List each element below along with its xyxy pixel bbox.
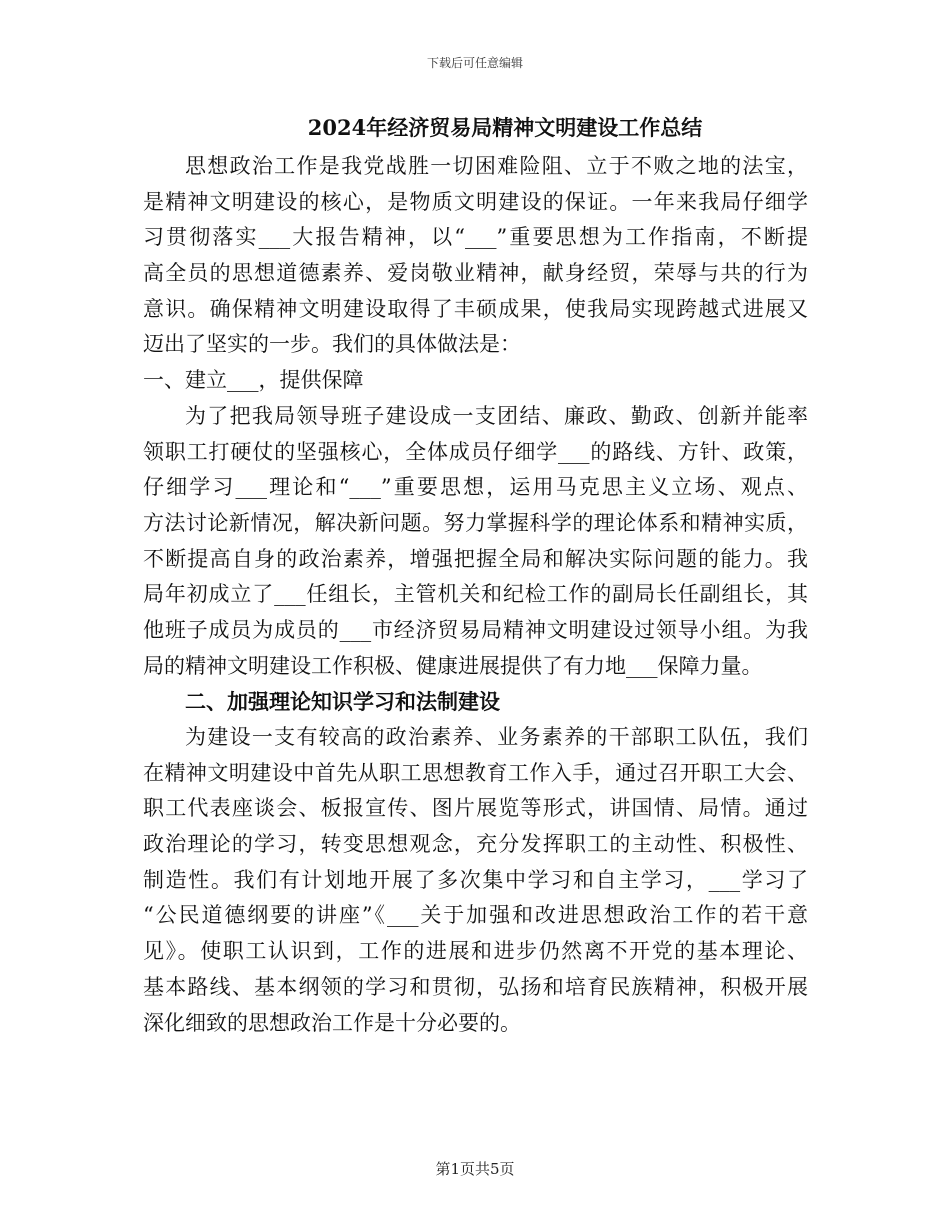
text-line: 为建设一支有较高的政治素养、业务素养的干部职工队伍，我们 (185, 725, 808, 749)
paragraph (143, 399, 808, 685)
section-heading (143, 684, 808, 720)
text-line: 是精神文明建设的核心，是物质文明建设的保证。一年来我局仔细学 (143, 189, 808, 214)
text-line: 方法讨论新情况，解决新问题。努力掌握科学的理论体系和精神实质， (143, 510, 808, 535)
document-body (143, 149, 808, 1041)
text-line: 思想政治工作是我党战胜一切困难险阻、立于不败之地的法宝， (185, 154, 808, 178)
text-line: 不断提高自身的政治素养，增强把握全局和解决实际问题的能力。我 (143, 546, 808, 571)
text-line: 在精神文明建设中首先从职工思想教育工作入手，通过召开职工大会、 (143, 760, 808, 785)
text-line: 为了把我局领导班子建设成一支团结、廉政、勤政、创新并能率 (185, 403, 808, 428)
text-line: 局的精神文明建设工作积极、健康进展提供了有力地___保障力量。 (143, 653, 763, 678)
text-line: 局年初成立了___任组长，主管机关和纪检工作的副局长任副组长，其 (143, 582, 808, 607)
text-line: 基本路线、基本纲领的学习和贯彻，弘扬和培育民族精神，积极开展 (143, 974, 808, 999)
section-heading-text: 一、建立___，提供保障 (143, 368, 364, 393)
text-line: 领职工打硬仗的坚强核心，全体成员仔细学___的路线、方针、政策， (143, 439, 808, 464)
page-number: 第1页共5页 (435, 1160, 515, 1178)
text-line: 政治理论的学习，转变思想观念，充分发挥职工的主动性、积极性、 (143, 832, 808, 857)
paragraph (143, 149, 808, 363)
text-line: 职工代表座谈会、板报宣传、图片展览等形式，讲国情、局情。通过 (143, 796, 808, 821)
text-line: 高全员的思想道德素养、爱岗敬业精神，献身经贸，荣辱与共的行为 (143, 261, 808, 286)
header-note: 下载后可任意编辑 (426, 56, 523, 70)
section-heading-text: 二、加强理论知识学习和法制建设 (185, 689, 500, 715)
section-heading (143, 363, 808, 399)
text-line: 制造性。我们有计划地开展了多次集中学习和自主学习，___学习了 (143, 867, 808, 892)
text-line: 他班子成员为成员的___市经济贸易局精神文明建设过领导小组。为我 (143, 617, 808, 642)
text-line: 意识。确保精神文明建设取得了丰硕成果，使我局实现跨越式进展又 (143, 296, 808, 321)
paragraph (143, 720, 808, 1041)
document-title: 2024年经济贸易局精神文明建设工作总结 (307, 115, 703, 140)
text-line: 习贯彻落实___大报告精神，以“___”重要思想为工作指南，不断提 (143, 225, 808, 250)
text-line: 仔细学习___理论和“___”重要思想，运用马克思主义立场、观点、 (143, 475, 808, 500)
text-line: 深化细致的思想政治工作是十分必要的。 (143, 1010, 521, 1035)
text-line: 见》。使职工认识到，工作的进展和进步仍然离不开党的基本理论、 (143, 939, 808, 964)
text-line: 迈出了坚实的一步。我们的具体做法是： (143, 332, 521, 357)
text-line: “公民道德纲要的讲座”《___关于加强和改进思想政治工作的若干意 (143, 903, 808, 928)
